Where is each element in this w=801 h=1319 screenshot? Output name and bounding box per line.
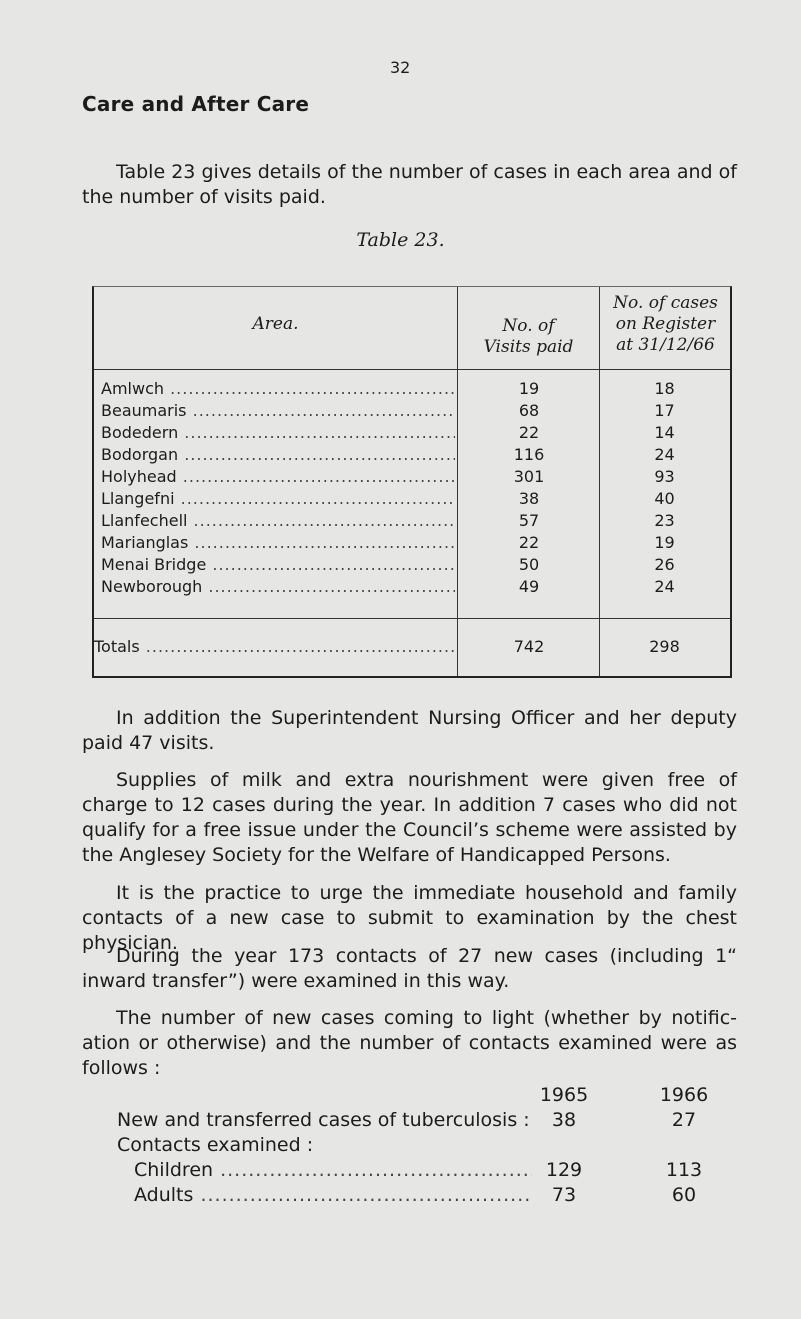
row-register: 93 bbox=[654, 467, 675, 486]
page-number: 32 bbox=[390, 58, 411, 77]
row-visits: 301 bbox=[513, 467, 545, 486]
stats-row bbox=[117, 1108, 737, 1133]
children-label: Children ..... bbox=[134, 1158, 532, 1183]
row-area: Bodorgan ..... bbox=[101, 444, 455, 466]
stats-row bbox=[117, 1183, 737, 1208]
row-area: Marianglas ..... bbox=[101, 532, 455, 554]
row-visits: 49 bbox=[518, 577, 540, 596]
stats-row bbox=[117, 1158, 737, 1183]
stats-table bbox=[117, 1083, 737, 1208]
new-cases-label: New and transferred cases of tuberculosis : bbox=[117, 1109, 530, 1131]
adults-label: Adults ..... bbox=[134, 1183, 532, 1208]
children-1966: 113 bbox=[665, 1159, 703, 1181]
totals-register: 298 bbox=[649, 637, 680, 656]
row-visits: 22 bbox=[518, 533, 540, 552]
table-row bbox=[94, 444, 730, 466]
row-visits: 57 bbox=[518, 511, 540, 530]
totals-row bbox=[94, 636, 730, 658]
children-1965: 129 bbox=[545, 1159, 583, 1181]
header-visits-line1: No. of bbox=[502, 316, 555, 336]
row-area: Amlwch ..... bbox=[101, 378, 455, 400]
stats-row bbox=[117, 1133, 737, 1158]
paragraph-contacts: During the year 173 contacts of 27 new cases (including 1“ inward transfer”) were examined in this way. bbox=[82, 945, 737, 992]
paragraph-new-cases: The number of new cases coming to light (whether by notific- ation or otherwise) and the number of contacts examined were as follows : bbox=[82, 1007, 737, 1079]
row-area: Menai Bridge ..... bbox=[101, 554, 455, 576]
row-visits: 116 bbox=[513, 445, 545, 464]
row-area: Bodedern ..... bbox=[101, 422, 455, 444]
row-register: 18 bbox=[654, 379, 675, 398]
table-row bbox=[94, 400, 730, 422]
table-row bbox=[94, 554, 730, 576]
table-row bbox=[94, 378, 730, 400]
section-title: Care and After Care bbox=[82, 92, 310, 116]
row-register: 24 bbox=[654, 445, 675, 464]
paragraph-supplies: Supplies of milk and extra nourishment were given free of charge to 12 cases during the year. In addition 7 cases who did not qualify for a free issue under the Council’s scheme were assisted by the Anglesey Society for the Welfare of Handicapped Persons. bbox=[82, 769, 737, 866]
row-register: 40 bbox=[654, 489, 675, 508]
table-row bbox=[94, 510, 730, 532]
row-area: Llanfechell ..... bbox=[101, 510, 455, 532]
row-area: Holyhead ..... bbox=[101, 466, 455, 488]
cases-table bbox=[92, 286, 732, 678]
row-visits: 38 bbox=[518, 489, 540, 508]
adults-1965: 73 bbox=[551, 1184, 577, 1206]
header-visits bbox=[458, 316, 599, 358]
adults-1966: 60 bbox=[671, 1184, 697, 1206]
table-row bbox=[94, 422, 730, 444]
totals-label: Totals ..... bbox=[94, 636, 456, 658]
row-area: Beaumaris ..... bbox=[101, 400, 455, 422]
new-cases-1966: 27 bbox=[671, 1109, 697, 1131]
row-register: 23 bbox=[654, 511, 675, 530]
table-caption: Table 23. bbox=[356, 229, 445, 251]
header-register bbox=[600, 293, 731, 356]
table-row bbox=[94, 488, 730, 510]
new-cases-1965: 38 bbox=[551, 1109, 577, 1131]
table-row bbox=[94, 532, 730, 554]
paragraph-practice: It is the practice to urge the immediate household and family contacts of a new case to submit to examination by the chest physician. bbox=[82, 882, 737, 954]
header-area: Area. bbox=[252, 314, 299, 334]
row-register: 19 bbox=[654, 533, 675, 552]
paragraph-nursing-visits: In addition the Superintendent Nursing Officer and her deputy paid 47 visits. bbox=[82, 707, 737, 754]
intro-paragraph: Table 23 gives details of the number of cases in each area and of the number of visits paid. bbox=[82, 161, 737, 208]
row-area: Newborough ..... bbox=[101, 576, 455, 598]
table-row bbox=[94, 576, 730, 598]
row-visits: 22 bbox=[518, 423, 540, 442]
header-register-line2: on Register bbox=[615, 314, 716, 334]
year-1965: 1965 bbox=[539, 1084, 589, 1106]
header-visits-line2: Visits paid bbox=[483, 337, 574, 357]
row-visits: 68 bbox=[518, 401, 540, 420]
header-register-line3: at 31/12/66 bbox=[616, 335, 715, 355]
row-register: 14 bbox=[654, 423, 675, 442]
row-visits: 50 bbox=[518, 555, 540, 574]
row-visits: 19 bbox=[518, 379, 540, 398]
stats-year-header bbox=[117, 1083, 737, 1108]
year-1966: 1966 bbox=[659, 1084, 709, 1106]
totals-visits: 742 bbox=[513, 637, 545, 656]
row-register: 24 bbox=[654, 577, 675, 596]
table-row bbox=[94, 466, 730, 488]
header-register-line1: No. of cases bbox=[613, 293, 718, 313]
row-register: 26 bbox=[654, 555, 675, 574]
contacts-label: Contacts examined : bbox=[117, 1134, 314, 1156]
row-register: 17 bbox=[654, 401, 675, 420]
row-area: Llangefni ..... bbox=[101, 488, 455, 510]
